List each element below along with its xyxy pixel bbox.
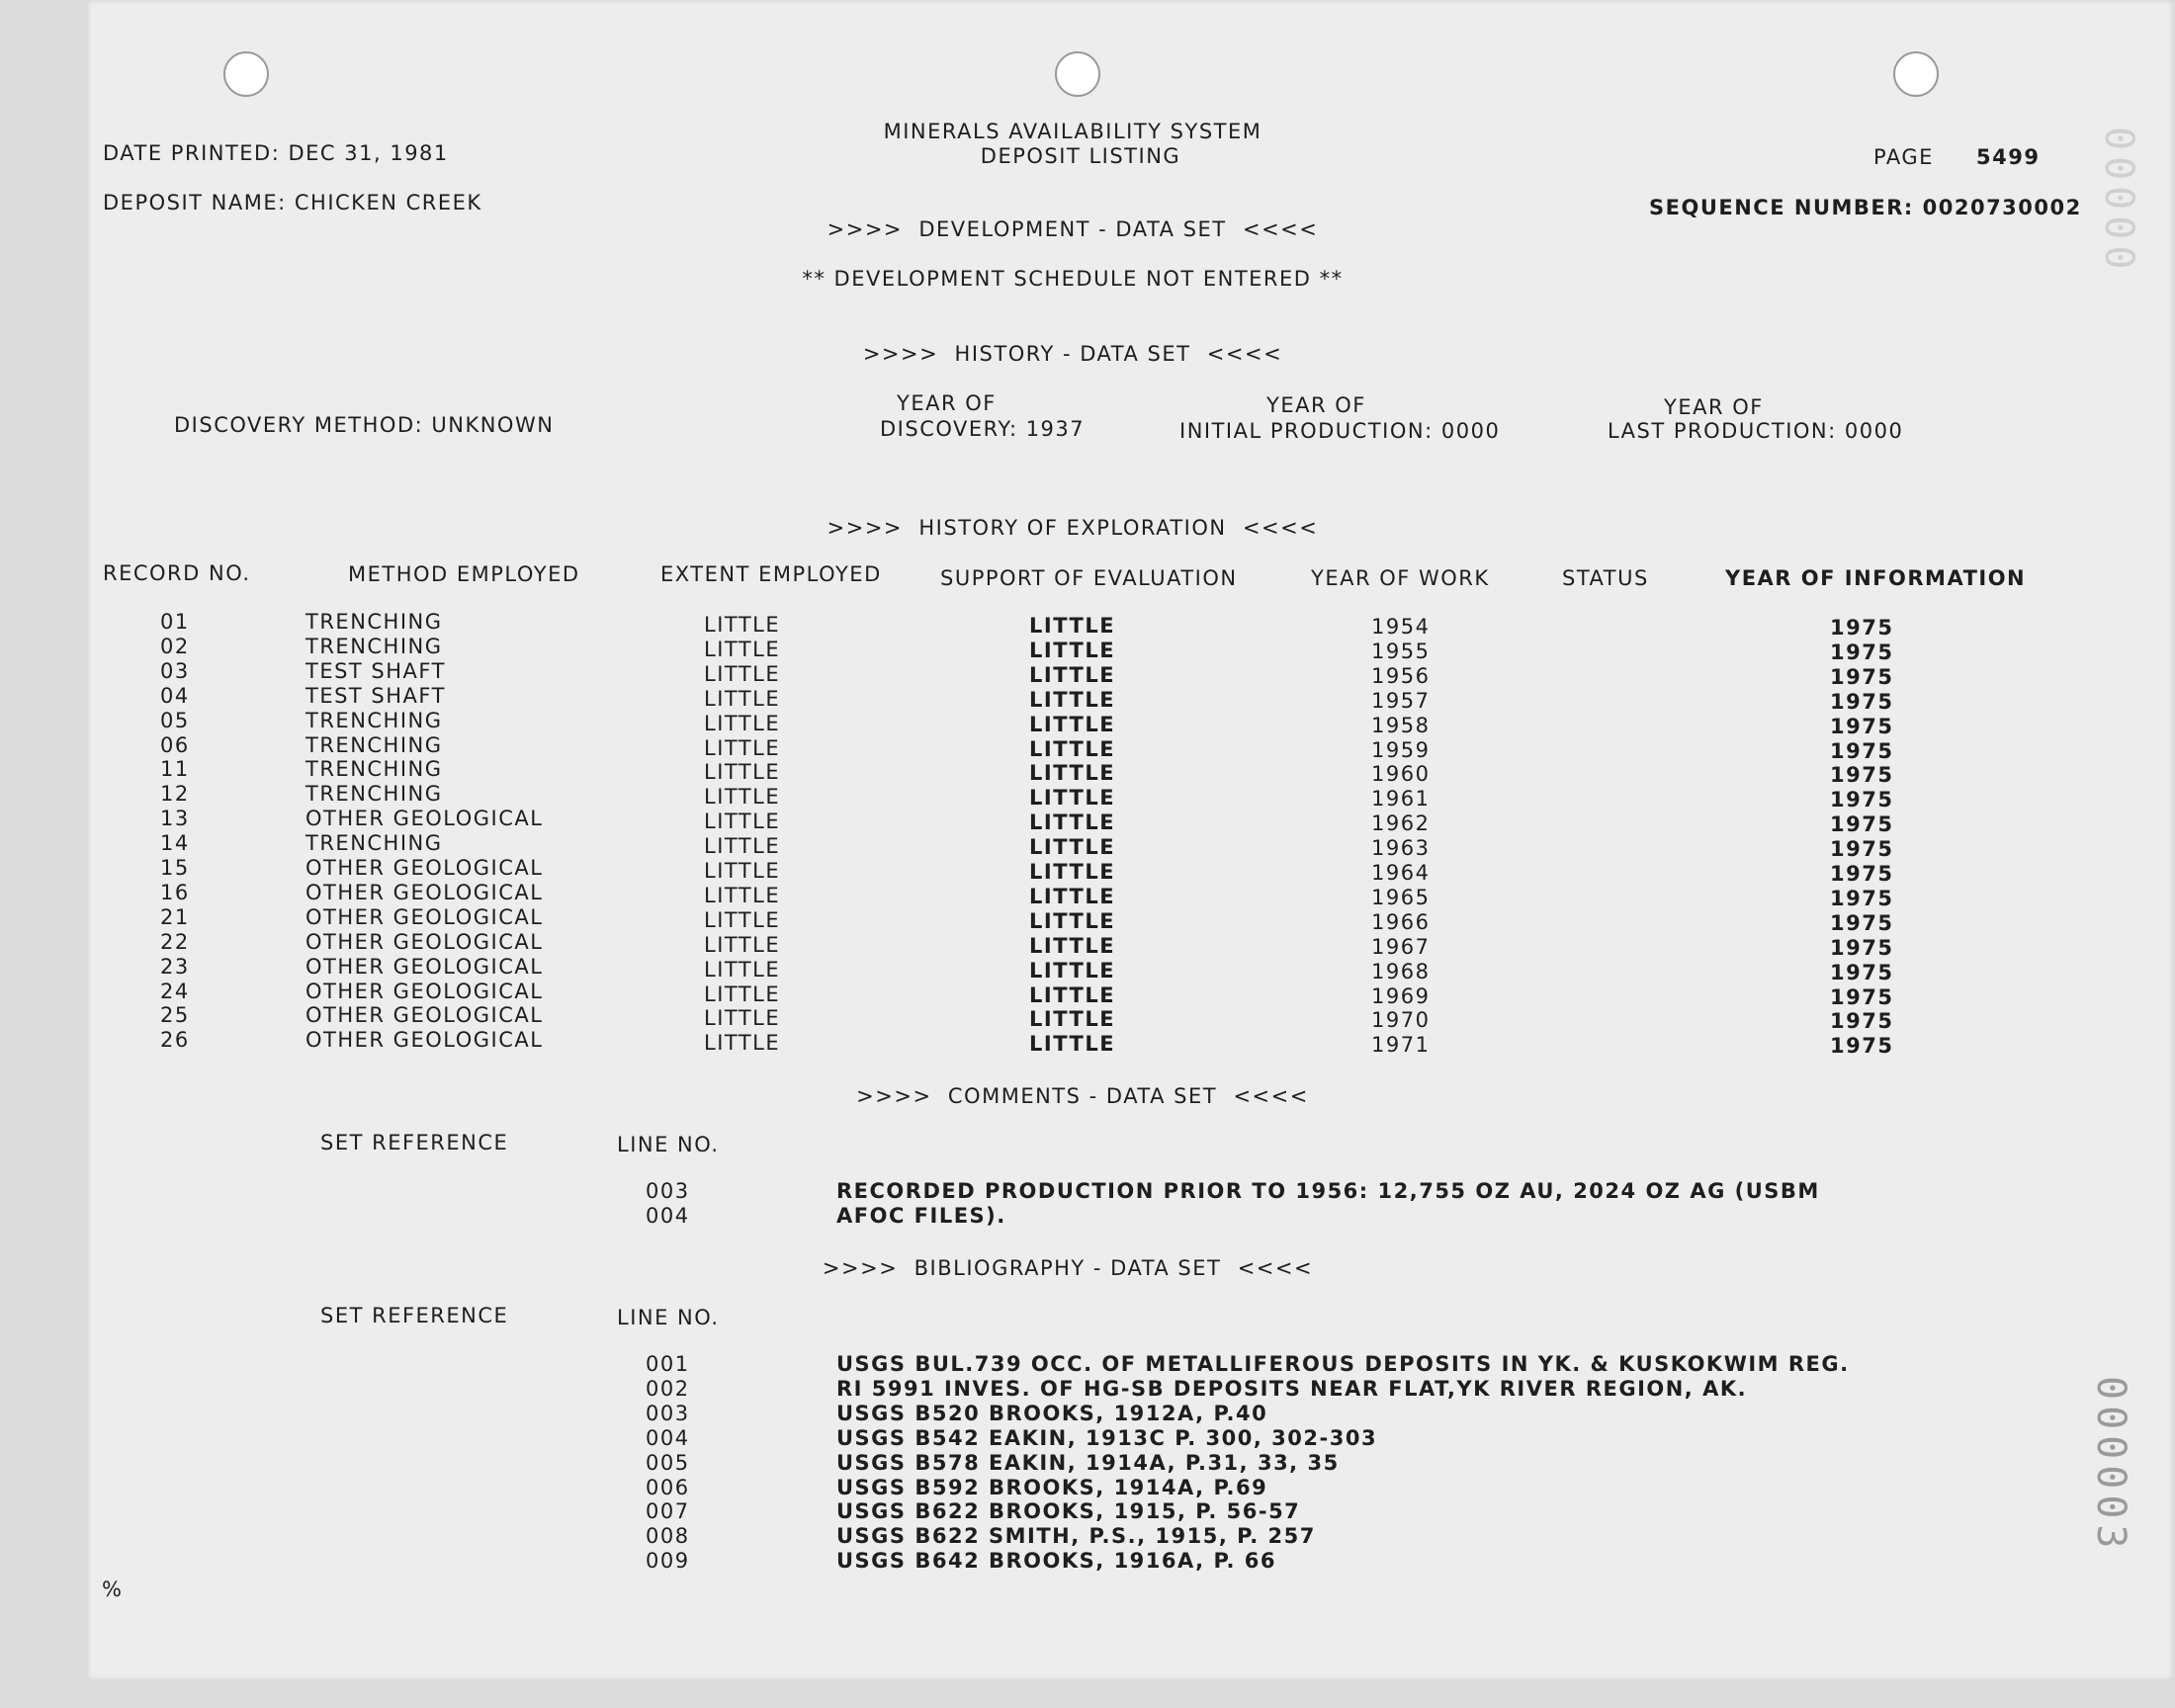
bibliography-line-no: 005 bbox=[646, 1450, 690, 1475]
row-year-of-information: 1975 bbox=[1830, 984, 1894, 1009]
bibliography-line-text: USGS B592 BROOKS, 1914A, P.69 bbox=[836, 1475, 1268, 1499]
row-year-of-information: 1975 bbox=[1830, 664, 1894, 689]
year-of-label-3: YEAR OF bbox=[1664, 395, 1764, 419]
row-extent: LITTLE bbox=[704, 907, 781, 932]
bibliography-line-text: USGS B622 SMITH, P.S., 1915, P. 257 bbox=[836, 1524, 1316, 1549]
row-record-no: 26 bbox=[160, 1028, 190, 1053]
development-heading: >>>> DEVELOPMENT - DATA SET <<<< bbox=[826, 217, 1319, 241]
row-year-of-information: 1975 bbox=[1830, 837, 1894, 862]
bibliography-line-no: 009 bbox=[646, 1549, 690, 1574]
comments-heading: >>>> COMMENTS - DATA SET <<<< bbox=[856, 1084, 1309, 1108]
row-year-of-work: 1968 bbox=[1371, 959, 1431, 983]
row-year-of-information: 1975 bbox=[1830, 910, 1894, 935]
history-heading: >>>> HISTORY - DATA SET <<<< bbox=[862, 342, 1283, 366]
bibliography-line-no: 007 bbox=[646, 1499, 690, 1524]
system-title: MINERALS AVAILABILITY SYSTEM bbox=[883, 120, 1262, 143]
row-year-of-work: 1957 bbox=[1371, 688, 1431, 713]
row-method: TRENCHING bbox=[305, 831, 443, 856]
row-method: OTHER GEOLOGICAL bbox=[305, 1003, 544, 1028]
bibliography-line-no: 002 bbox=[646, 1376, 690, 1401]
row-year-of-work: 1969 bbox=[1371, 983, 1431, 1008]
initial-production: INITIAL PRODUCTION: 0000 bbox=[1179, 419, 1501, 443]
row-method: OTHER GEOLOGICAL bbox=[305, 880, 544, 904]
row-record-no: 16 bbox=[160, 880, 190, 904]
bibliography-line-no: 004 bbox=[646, 1425, 690, 1450]
row-year-of-information: 1975 bbox=[1830, 935, 1894, 960]
row-record-no: 22 bbox=[160, 929, 190, 954]
row-record-no: 11 bbox=[160, 757, 190, 782]
row-year-of-information: 1975 bbox=[1830, 640, 1894, 664]
col-year-of-work: YEAR OF WORK bbox=[1311, 566, 1490, 590]
col-method-employed: METHOD EMPLOYED bbox=[348, 562, 580, 586]
row-method: TRENCHING bbox=[305, 708, 443, 732]
row-year-of-work: 1959 bbox=[1371, 737, 1431, 762]
deposit-name: DEPOSIT NAME: CHICKEN CREEK bbox=[103, 191, 482, 214]
row-extent: LITTLE bbox=[704, 686, 781, 711]
row-support: LITTLE bbox=[1029, 614, 1116, 638]
row-method: OTHER GEOLOGICAL bbox=[305, 856, 544, 880]
col-extent-employed: EXTENT EMPLOYED bbox=[660, 562, 882, 586]
row-year-of-work: 1967 bbox=[1371, 934, 1431, 959]
comment-line-no: 004 bbox=[646, 1204, 690, 1228]
row-year-of-information: 1975 bbox=[1830, 960, 1894, 984]
row-year-of-work: 1960 bbox=[1371, 762, 1431, 787]
row-support: LITTLE bbox=[1029, 933, 1116, 958]
row-year-of-information: 1975 bbox=[1830, 862, 1894, 886]
bibliography-line-text: USGS B542 EAKIN, 1913C P. 300, 302-303 bbox=[836, 1425, 1378, 1450]
row-extent: LITTLE bbox=[704, 637, 781, 661]
row-year-of-work: 1961 bbox=[1371, 787, 1431, 811]
punch-hole-left bbox=[223, 51, 269, 97]
row-extent: LITTLE bbox=[704, 810, 781, 834]
row-year-of-work: 1970 bbox=[1371, 1008, 1431, 1033]
page-label: PAGE bbox=[1873, 145, 1934, 169]
col-year-of-information: YEAR OF INFORMATION bbox=[1725, 566, 2027, 590]
comment-line-text: AFOC FILES). bbox=[836, 1204, 1006, 1228]
row-year-of-work: 1963 bbox=[1371, 836, 1431, 861]
row-year-of-work: 1964 bbox=[1371, 861, 1431, 885]
row-extent: LITTLE bbox=[704, 932, 781, 957]
row-year-of-information: 1975 bbox=[1830, 763, 1894, 788]
row-record-no: 21 bbox=[160, 904, 190, 929]
year-of-label-2: YEAR OF bbox=[1266, 393, 1366, 417]
bibliography-line-text: USGS B622 BROOKS, 1915, P. 56-57 bbox=[836, 1499, 1301, 1524]
discovery-method: DISCOVERY METHOD: UNKNOWN bbox=[174, 413, 555, 437]
row-support: LITTLE bbox=[1029, 958, 1116, 982]
row-record-no: 02 bbox=[160, 634, 190, 658]
bibliography-line-text: USGS B578 EAKIN, 1914A, P.31, 33, 35 bbox=[836, 1450, 1340, 1475]
comments-set-reference: SET REFERENCE bbox=[320, 1131, 509, 1154]
row-support: LITTLE bbox=[1029, 1007, 1116, 1032]
page-number: 5499 bbox=[1976, 145, 2041, 169]
row-record-no: 06 bbox=[160, 732, 190, 757]
row-method: TRENCHING bbox=[305, 782, 443, 807]
bibliography-line-no: 008 bbox=[646, 1524, 690, 1549]
row-extent: LITTLE bbox=[704, 613, 781, 637]
bibliography-line-no: 006 bbox=[646, 1475, 690, 1499]
row-support: LITTLE bbox=[1029, 712, 1116, 736]
row-support: LITTLE bbox=[1029, 662, 1116, 687]
row-year-of-work: 1971 bbox=[1371, 1033, 1431, 1058]
row-extent: LITTLE bbox=[704, 859, 781, 883]
row-year-of-information: 1975 bbox=[1830, 1009, 1894, 1034]
row-record-no: 12 bbox=[160, 782, 190, 807]
row-method: TRENCHING bbox=[305, 757, 443, 782]
row-record-no: 14 bbox=[160, 831, 190, 856]
row-extent: LITTLE bbox=[704, 760, 781, 785]
row-record-no: 04 bbox=[160, 683, 190, 708]
row-method: OTHER GEOLOGICAL bbox=[305, 979, 544, 1003]
row-year-of-work: 1965 bbox=[1371, 885, 1431, 909]
row-support: LITTLE bbox=[1029, 638, 1116, 662]
row-year-of-information: 1975 bbox=[1830, 886, 1894, 910]
row-support: LITTLE bbox=[1029, 811, 1116, 835]
row-record-no: 24 bbox=[160, 979, 190, 1003]
row-support: LITTLE bbox=[1029, 835, 1116, 860]
row-support: LITTLE bbox=[1029, 1032, 1116, 1057]
bibliography-set-reference: SET REFERENCE bbox=[320, 1304, 509, 1327]
row-support: LITTLE bbox=[1029, 982, 1116, 1007]
row-record-no: 01 bbox=[160, 610, 190, 634]
row-support: LITTLE bbox=[1029, 687, 1116, 712]
row-year-of-information: 1975 bbox=[1830, 738, 1894, 763]
row-method: OTHER GEOLOGICAL bbox=[305, 929, 544, 954]
row-method: TRENCHING bbox=[305, 634, 443, 658]
comment-line-no: 003 bbox=[646, 1179, 690, 1203]
row-extent: LITTLE bbox=[704, 1031, 781, 1056]
row-record-no: 13 bbox=[160, 807, 190, 831]
row-year-of-work: 1966 bbox=[1371, 909, 1431, 934]
row-method: TEST SHAFT bbox=[305, 658, 446, 683]
development-note: ** DEVELOPMENT SCHEDULE NOT ENTERED ** bbox=[802, 267, 1344, 291]
row-year-of-information: 1975 bbox=[1830, 1034, 1894, 1059]
comment-line-text: RECORDED PRODUCTION PRIOR TO 1956: 12,755 OZ AU, 2024 OZ AG (USBM bbox=[836, 1179, 1820, 1203]
row-year-of-work: 1962 bbox=[1371, 811, 1431, 836]
row-record-no: 03 bbox=[160, 658, 190, 683]
comments-line-no: LINE NO. bbox=[617, 1133, 720, 1156]
row-method: TRENCHING bbox=[305, 610, 443, 634]
row-method: TRENCHING bbox=[305, 732, 443, 757]
row-record-no: 05 bbox=[160, 708, 190, 732]
margin-stamp-faint: 00000 bbox=[2096, 127, 2141, 276]
bibliography-line-no: 001 bbox=[646, 1352, 690, 1376]
row-support: LITTLE bbox=[1029, 860, 1116, 884]
punch-hole-center bbox=[1055, 51, 1100, 97]
bibliography-line-text: RI 5991 INVES. OF HG-SB DEPOSITS NEAR FLAT,YK RIVER REGION, AK. bbox=[836, 1376, 1748, 1401]
bibliography-line-text: USGS B642 BROOKS, 1916A, P. 66 bbox=[836, 1549, 1276, 1574]
exploration-heading: >>>> HISTORY OF EXPLORATION <<<< bbox=[826, 516, 1319, 540]
row-extent: LITTLE bbox=[704, 735, 781, 760]
row-support: LITTLE bbox=[1029, 736, 1116, 761]
col-support-evaluation: SUPPORT OF EVALUATION bbox=[940, 566, 1238, 590]
row-extent: LITTLE bbox=[704, 711, 781, 735]
row-year-of-work: 1956 bbox=[1371, 663, 1431, 688]
row-extent: LITTLE bbox=[704, 957, 781, 982]
row-extent: LITTLE bbox=[704, 785, 781, 810]
row-support: LITTLE bbox=[1029, 761, 1116, 786]
row-year-of-work: 1954 bbox=[1371, 615, 1431, 639]
last-production: LAST PRODUCTION: 0000 bbox=[1608, 419, 1904, 443]
row-extent: LITTLE bbox=[704, 1006, 781, 1031]
year-of-discovery: DISCOVERY: 1937 bbox=[880, 417, 1086, 441]
row-support: LITTLE bbox=[1029, 884, 1116, 908]
row-method: TEST SHAFT bbox=[305, 683, 446, 708]
row-method: OTHER GEOLOGICAL bbox=[305, 1028, 544, 1053]
row-year-of-information: 1975 bbox=[1830, 714, 1894, 738]
row-year-of-information: 1975 bbox=[1830, 788, 1894, 812]
row-extent: LITTLE bbox=[704, 982, 781, 1006]
row-extent: LITTLE bbox=[704, 834, 781, 859]
row-support: LITTLE bbox=[1029, 786, 1116, 811]
row-extent: LITTLE bbox=[704, 661, 781, 686]
row-record-no: 25 bbox=[160, 1003, 190, 1028]
row-support: LITTLE bbox=[1029, 908, 1116, 933]
bibliography-line-text: USGS BUL.739 OCC. OF METALLIFEROUS DEPOSITS IN YK. & KUSKOKWIM REG. bbox=[836, 1352, 1850, 1376]
listing-title: DEPOSIT LISTING bbox=[980, 144, 1181, 168]
row-record-no: 15 bbox=[160, 856, 190, 880]
col-status: STATUS bbox=[1562, 566, 1649, 590]
bibliography-heading: >>>> BIBLIOGRAPHY - DATA SET <<<< bbox=[822, 1256, 1314, 1280]
bibliography-line-text: USGS B520 BROOKS, 1912A, P.40 bbox=[836, 1401, 1268, 1425]
row-method: OTHER GEOLOGICAL bbox=[305, 807, 544, 831]
row-record-no: 23 bbox=[160, 954, 190, 979]
margin-stamp: 000003 bbox=[2088, 1376, 2133, 1555]
year-of-label-1: YEAR OF bbox=[897, 391, 997, 415]
row-year-of-work: 1958 bbox=[1371, 713, 1431, 737]
bibliography-line-no: LINE NO. bbox=[617, 1306, 720, 1329]
row-method: OTHER GEOLOGICAL bbox=[305, 904, 544, 929]
row-year-of-information: 1975 bbox=[1830, 616, 1894, 640]
row-extent: LITTLE bbox=[704, 883, 781, 907]
punch-hole-right bbox=[1893, 51, 1939, 97]
bibliography-line-no: 003 bbox=[646, 1401, 690, 1425]
row-year-of-information: 1975 bbox=[1830, 689, 1894, 714]
col-record-no: RECORD NO. bbox=[103, 561, 251, 585]
row-method: OTHER GEOLOGICAL bbox=[305, 954, 544, 979]
row-year-of-information: 1975 bbox=[1830, 812, 1894, 837]
sequence-number: SEQUENCE NUMBER: 0020730002 bbox=[1649, 196, 2082, 219]
row-year-of-work: 1955 bbox=[1371, 639, 1431, 663]
date-printed: DATE PRINTED: DEC 31, 1981 bbox=[103, 141, 449, 165]
footer-mark: % bbox=[102, 1578, 124, 1601]
